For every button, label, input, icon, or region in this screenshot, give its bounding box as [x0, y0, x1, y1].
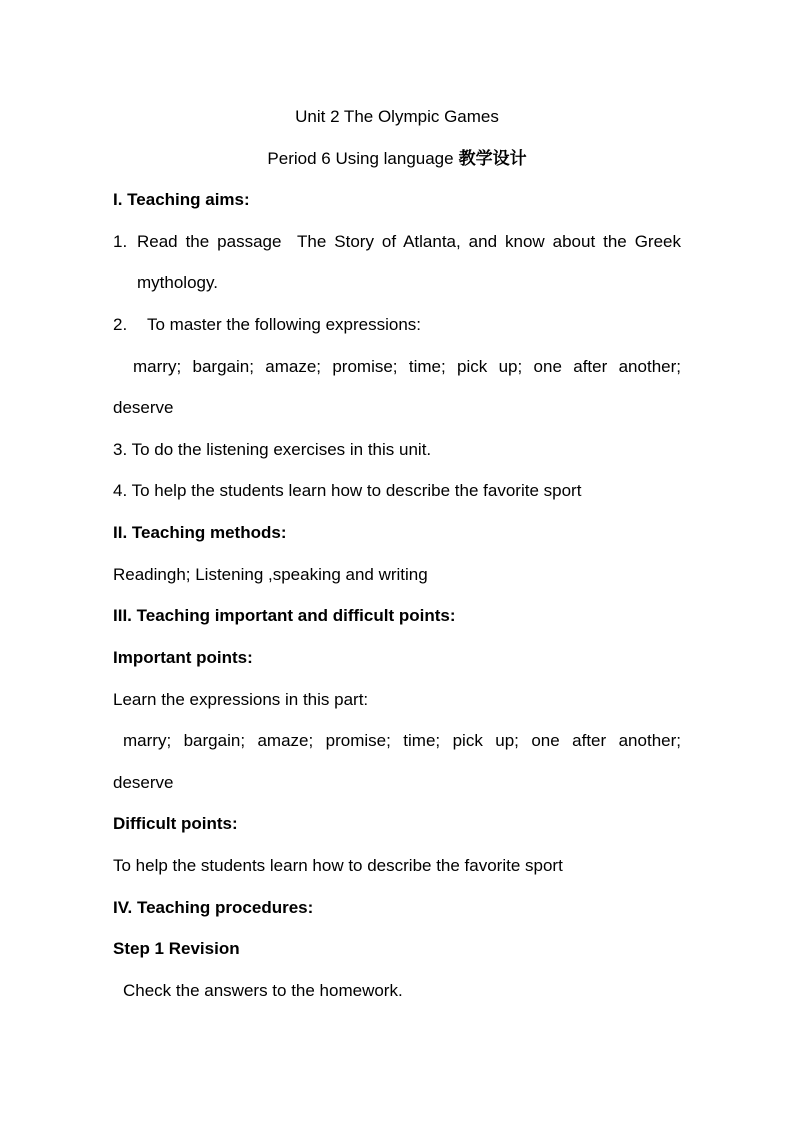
- aim-expressions-line-1: marry; bargain; amaze; promise; time; pick up; one after another;: [133, 356, 681, 376]
- step-1-text: Check the answers to the homework.: [123, 980, 403, 1000]
- aim-item-2: [113, 304, 681, 346]
- period-cn-label: 教学设计: [458, 148, 527, 168]
- section-heading-points: III. Teaching important and difficult points:: [113, 606, 456, 626]
- document-subtitle: [113, 138, 681, 180]
- aim-item-1-text: [137, 221, 681, 304]
- aim-item-1-number: 1.: [113, 231, 128, 251]
- important-expressions-line-1: marry; bargain; amaze; promise; time; pick up; one after another;: [123, 731, 681, 751]
- aim-expressions-line-2: deserve: [113, 398, 174, 418]
- aim-item-2-text: [147, 304, 681, 346]
- aim-item-4: 4. To help the students learn how to describe the favorite sport: [113, 481, 582, 501]
- section-heading-aims: I. Teaching aims:: [113, 190, 250, 210]
- important-expressions-line-2: deserve: [113, 772, 174, 792]
- difficult-points-label: Difficult points:: [113, 814, 238, 834]
- important-points-label: Important points:: [113, 647, 253, 667]
- period-label: Period 6 Using language: [267, 148, 454, 168]
- step-1-title: Step 1 Revision: [113, 939, 240, 959]
- document-body: [113, 96, 681, 1011]
- difficult-points-text: To help the students learn how to describe the favorite sport: [113, 855, 563, 875]
- aim-item-2-number: 2.: [113, 315, 128, 335]
- document-title: Unit 2 The Olympic Games: [295, 107, 499, 126]
- aim-item-3: 3. To do the listening exercises in this unit.: [113, 439, 432, 459]
- important-points-intro: Learn the expressions in this part:: [113, 689, 369, 709]
- methods-text: Readingh; Listening ,speaking and writing: [113, 564, 428, 584]
- aim-item-1-line-1: Read the passage The Story of Atlanta, and know about the Greek: [137, 231, 681, 251]
- section-heading-procedures: IV. Teaching procedures:: [113, 897, 314, 917]
- section-heading-methods: II. Teaching methods:: [113, 523, 287, 543]
- aim-item-1: [113, 221, 681, 304]
- aim-item-1-line-2: mythology.: [137, 273, 218, 293]
- aim-item-2-line: To master the following expressions:: [147, 315, 422, 335]
